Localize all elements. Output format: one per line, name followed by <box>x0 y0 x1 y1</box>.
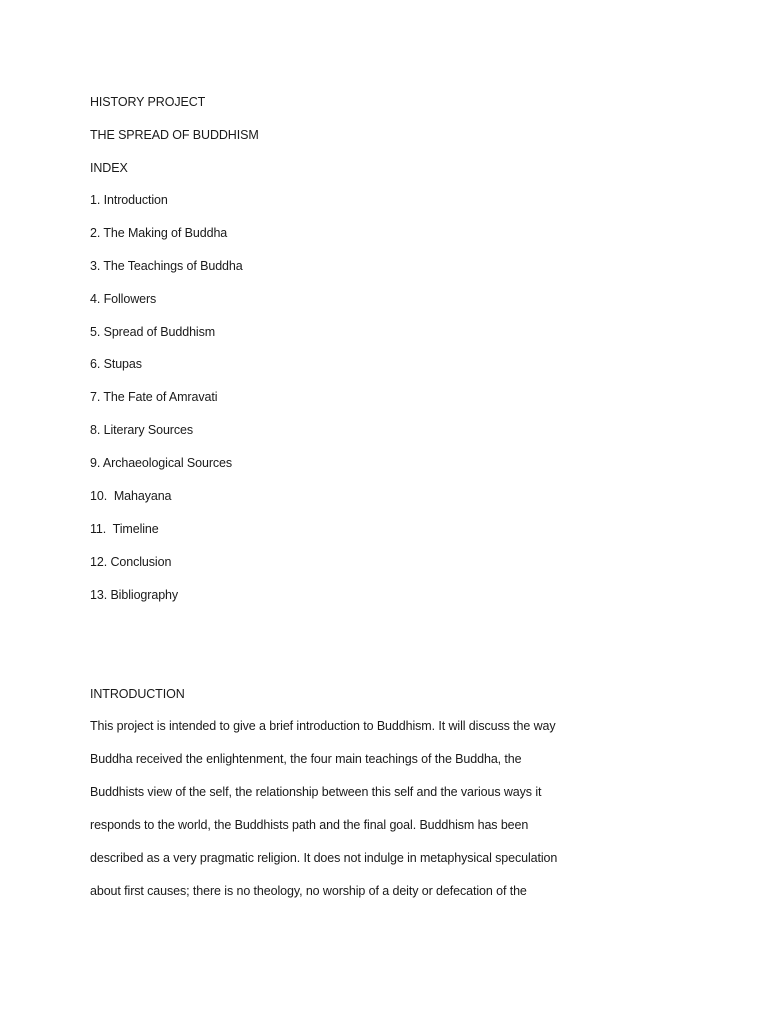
index-item: 5. Spread of Buddhism <box>90 325 216 339</box>
index-item: 7. The Fate of Amravati <box>90 390 218 404</box>
index-item: 4. Followers <box>90 292 157 306</box>
intro-paragraph-line: This project is intended to give a brief introduction to Buddhism. It will discuss the way <box>90 719 556 733</box>
intro-paragraph-line: responds to the world, the Buddhists path and the final goal. Buddhism has been <box>90 818 529 832</box>
intro-paragraph-line: about first causes; there is no theology, no worship of a deity or defecation of the <box>90 884 527 898</box>
intro-paragraph-line: Buddha received the enlightenment, the four main teachings of the Buddha, the <box>90 752 522 766</box>
index-item: 2. The Making of Buddha <box>90 226 228 240</box>
index-item: 12. Conclusion <box>90 555 172 569</box>
index-item: 6. Stupas <box>90 357 142 371</box>
intro-paragraph-line: Buddhists view of the self, the relationship between this self and the various ways it <box>90 785 542 799</box>
index-item: 13. Bibliography <box>90 588 179 602</box>
index-item: 3. The Teachings of Buddha <box>90 259 243 273</box>
index-item: 9. Archaeological Sources <box>90 456 233 470</box>
index-item: 10. Mahayana <box>90 489 172 503</box>
index-item: 1. Introduction <box>90 193 168 207</box>
intro-heading: INTRODUCTION <box>90 687 185 701</box>
index-item: 11. Timeline <box>90 522 159 536</box>
index-heading: INDEX <box>90 161 128 175</box>
intro-paragraph-line: described as a very pragmatic religion. It does not indulge in metaphysical speculation <box>90 851 558 865</box>
index-item: 8. Literary Sources <box>90 423 194 437</box>
document-title: HISTORY PROJECT <box>90 95 206 109</box>
document-subtitle: THE SPREAD OF BUDDHISM <box>90 128 259 142</box>
